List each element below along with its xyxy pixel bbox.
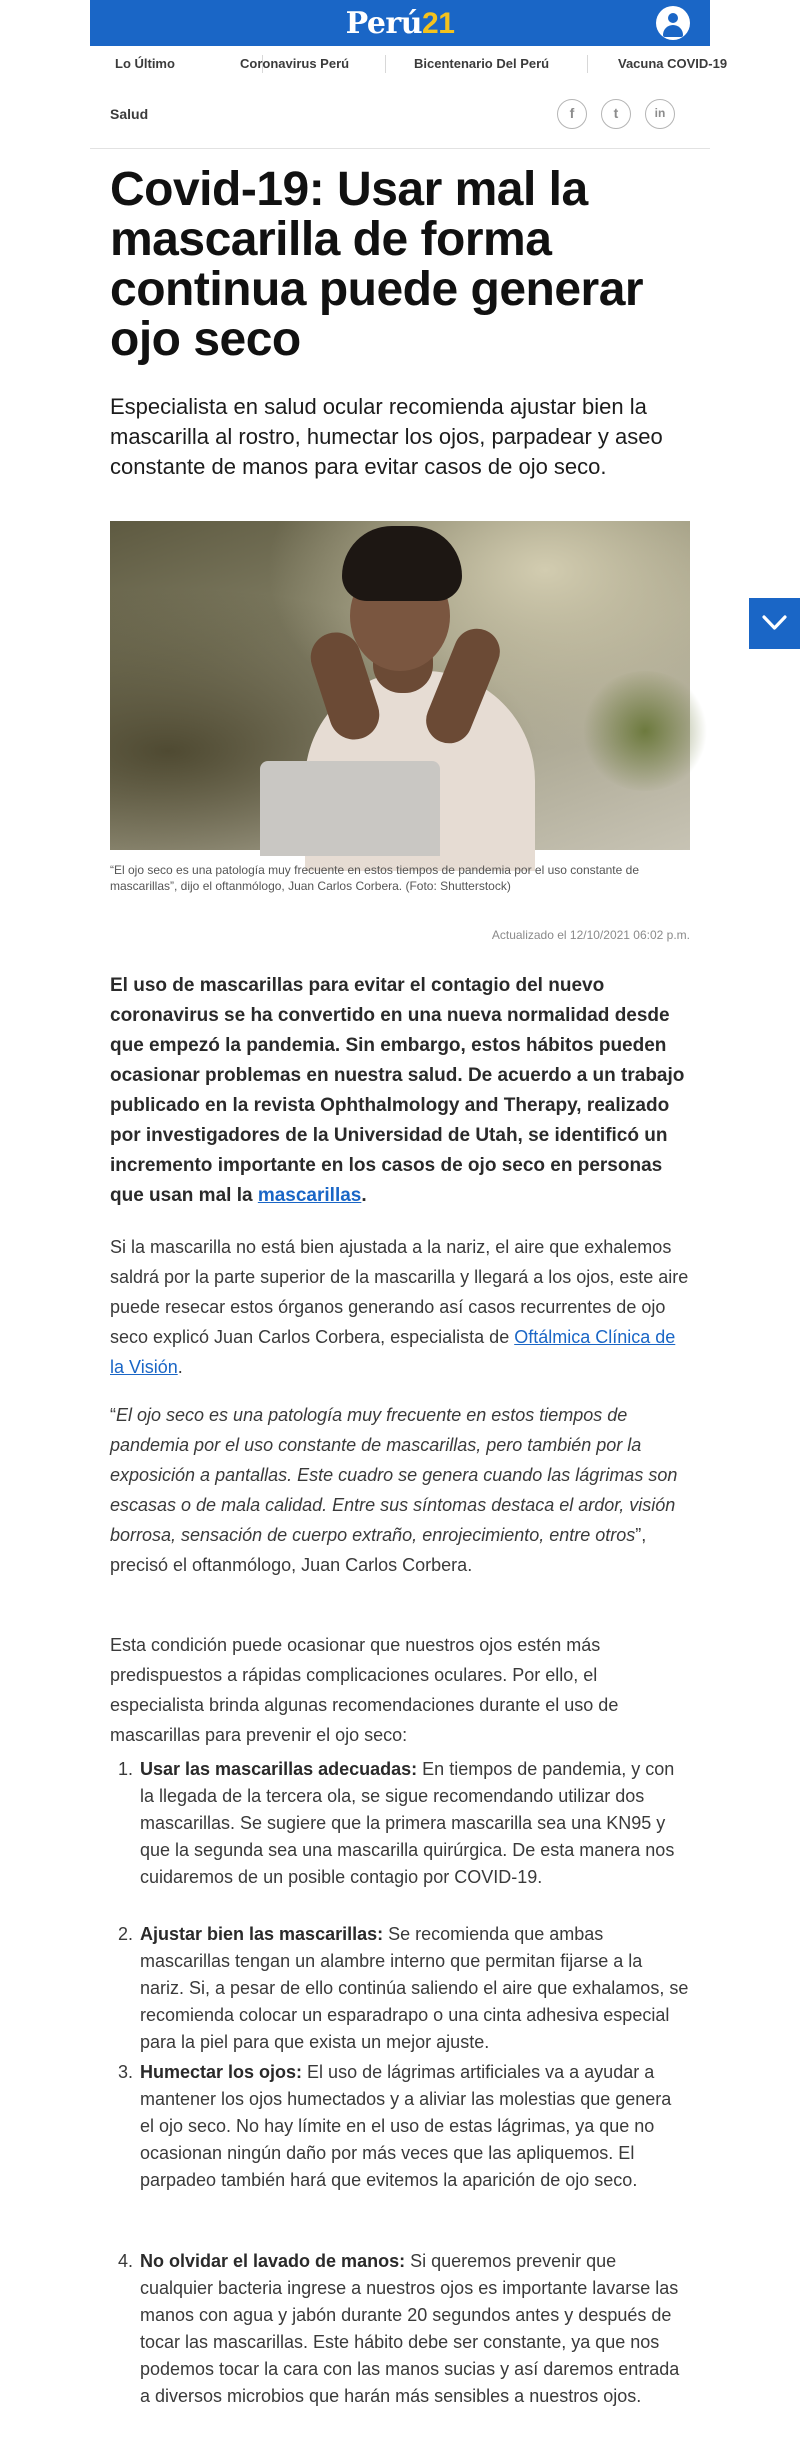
nav-item-bicentenario[interactable]: Bicentenario Del Perú (414, 56, 550, 71)
updated-timestamp: Actualizado el 12/10/2021 06:02 p.m. (491, 928, 690, 942)
nav-item-lo-ultimo[interactable]: Lo Último (115, 56, 175, 71)
facebook-icon[interactable]: f (557, 99, 587, 129)
nav-item-coronavirus[interactable]: Coronavirus Perú (240, 56, 350, 71)
oftalmica-link[interactable]: Oftálmica Clínica de la Visión (110, 1327, 676, 1377)
site-header (90, 0, 710, 46)
list-item: 3. Humectar los ojos: El uso de lágrimas artificiales va a ayudar a mantener los ojos humectados y a aliviar las molestias que genera el ojo seco. No hay límite en el uso de estas lágrimas, ya que no ocasionan ningún daño por más veces que las apliquemos. El parpadeo también hará que evitemos la aparición de ojo seco. (118, 2062, 672, 2190)
article-quote: “El ojo seco es una patología muy frecuente en estos tiempos de pandemia por el uso constante de mascarillas, pero también por la exposición a pantallas. Este cuadro se genera cuando las lágrimas son escasas o de mala calidad. Entre sus síntomas destaca el ardor, visión borrosa, sensación de cuerpo extraño, enrojecimiento, entre otros”, precisó el oftanmólogo, Juan Carlos Corbera. (110, 1405, 678, 1575)
mascarillas-link[interactable]: mascarillas (257, 1185, 362, 1206)
list-item: 1. Usar las mascarillas adecuadas: En tiempos de pandemia, y con la llegada de la tercera ola, se sigue recomendando utilizar dos mascarillas. Se sugiere que la primera mascarilla sea una KN95 y que la segunda sea una mascarilla quirúrgica. De esta manera nos cuidaremos de un posible contagio por COVID-19. (118, 1759, 675, 1887)
section-row (110, 95, 690, 135)
article-title: Covid-19: Usar mal la mascarilla de forma continua puede generar ojo seco (110, 163, 644, 366)
scroll-down-button[interactable] (749, 598, 800, 649)
nav-separator (385, 55, 386, 73)
twitter-icon[interactable]: t (601, 99, 631, 129)
linkedin-icon[interactable]: in (645, 99, 675, 129)
article-paragraph: Esta condición puede ocasionar que nuestros ojos estén más predispuestos a rápidas complicaciones oculares. Por ello, el especialista brinda algunas recomendaciones durante el uso de mascarillas para prevenir el ojo seco: (110, 1635, 619, 1745)
article-lead: Especialista en salud ocular recomienda ajustar bien la mascarilla al rostro, humectar los ojos, parpadear y aseo constante de manos para evitar casos de ojo seco. (110, 394, 663, 479)
user-icon[interactable] (656, 6, 690, 40)
category-nav (90, 46, 728, 82)
list-item: 2. Ajustar bien las mascarillas: Se recomienda que ambas mascarillas tengan un alambre interno que permitan fijarse a la nariz. Si, a pesar de ello continúa saliendo el aire que exhalamos, se recomienda colocar un esparadrapo o una cinta adhesiva especial para la piel para que exista un mejor ajuste. (118, 1924, 689, 2052)
nav-separator (587, 55, 588, 73)
chevron-down-icon (762, 615, 787, 631)
article-photo (110, 521, 690, 850)
photo-caption: “El ojo seco es una patología muy frecuente en estos tiempos de pandemia por el uso constante de mascarillas”, dijo el oftanmólogo, Juan Carlos Corbera. (Foto: Shutterstock) (110, 863, 639, 893)
list-item: 4. No olvidar el lavado de manos: Si queremos prevenir que cualquier bacteria ingrese a nuestros ojos es importante lavarse las manos con agua y jabón durante 20 segundos antes y después de tocar las mascarillas. Este hábito debe ser constante, ya que nos podemos tocar la cara con las manos sucias y así daremos entrada a diversos microbios que harán más sensibles a nuestros ojos. (118, 2251, 680, 2406)
site-logo[interactable]: Perú21 (345, 6, 455, 41)
nav-item-vacuna[interactable]: Vacuna COVID-19 (618, 56, 728, 71)
article-paragraph: Si la mascarilla no está bien ajustada a la nariz, el aire que exhalemos saldrá por la parte superior de la mascarilla y llegará a los ojos, este aire puede resecar estos órganos generando así casos recurrentes de ojo seco explicó Juan Carlos Corbera, especialista de Oftálmica Clínica de la Visión. (110, 1237, 689, 1377)
article-intro: El uso de mascarillas para evitar el contagio del nuevo coronavirus se ha convertido en una nueva normalidad desde que empezó la pandemia. Sin embargo, estos hábitos pueden ocasionar problemas en nuestra salud. De acuerdo a un trabajo publicado en la revista Ophthalmology and Therapy, realizado por investigadores de la Universidad de Utah, se identificó un incremento importante en los casos de ojo seco en personas que usan mal la mascarillas. (110, 975, 685, 1206)
divider (90, 148, 710, 149)
section-label[interactable]: Salud (110, 106, 149, 122)
